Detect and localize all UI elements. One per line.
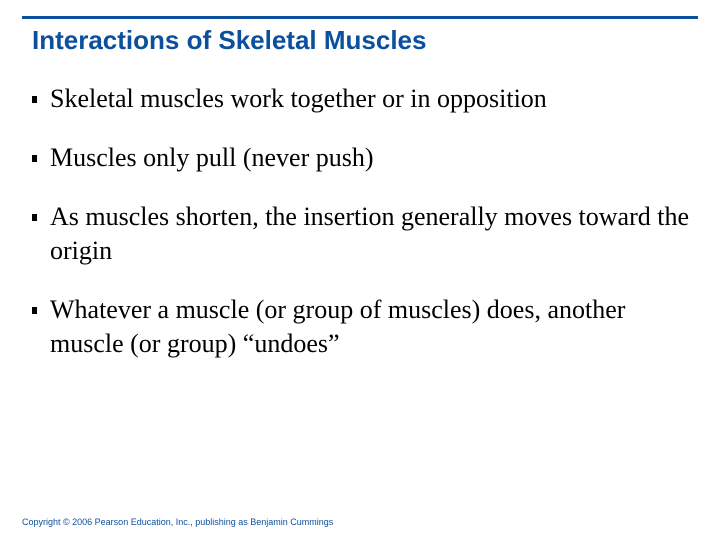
bullet-item [32,82,692,116]
bullet-text: As muscles shorten, the insertion generally moves toward the origin [50,202,690,265]
bullet-item [32,200,692,268]
bullet-text: Skeletal muscles work together or in opposition [50,84,547,113]
square-bullet-icon [32,307,37,314]
bullet-item [32,293,692,361]
bullet-list [32,82,692,386]
bullet-text: Whatever a muscle (or group of muscles) does, another muscle (or group) “undoes” [50,295,626,358]
bullet-item [32,141,692,175]
slide-title: Interactions of Skeletal Muscles [32,25,427,55]
square-bullet-icon [32,96,37,103]
title-divider-line [22,16,698,19]
copyright-footer: Copyright © 2006 Pearson Education, Inc., publishing as Benjamin Cummings [22,517,334,527]
square-bullet-icon [32,155,37,162]
bullet-text: Muscles only pull (never push) [50,143,374,172]
square-bullet-icon [32,214,37,221]
